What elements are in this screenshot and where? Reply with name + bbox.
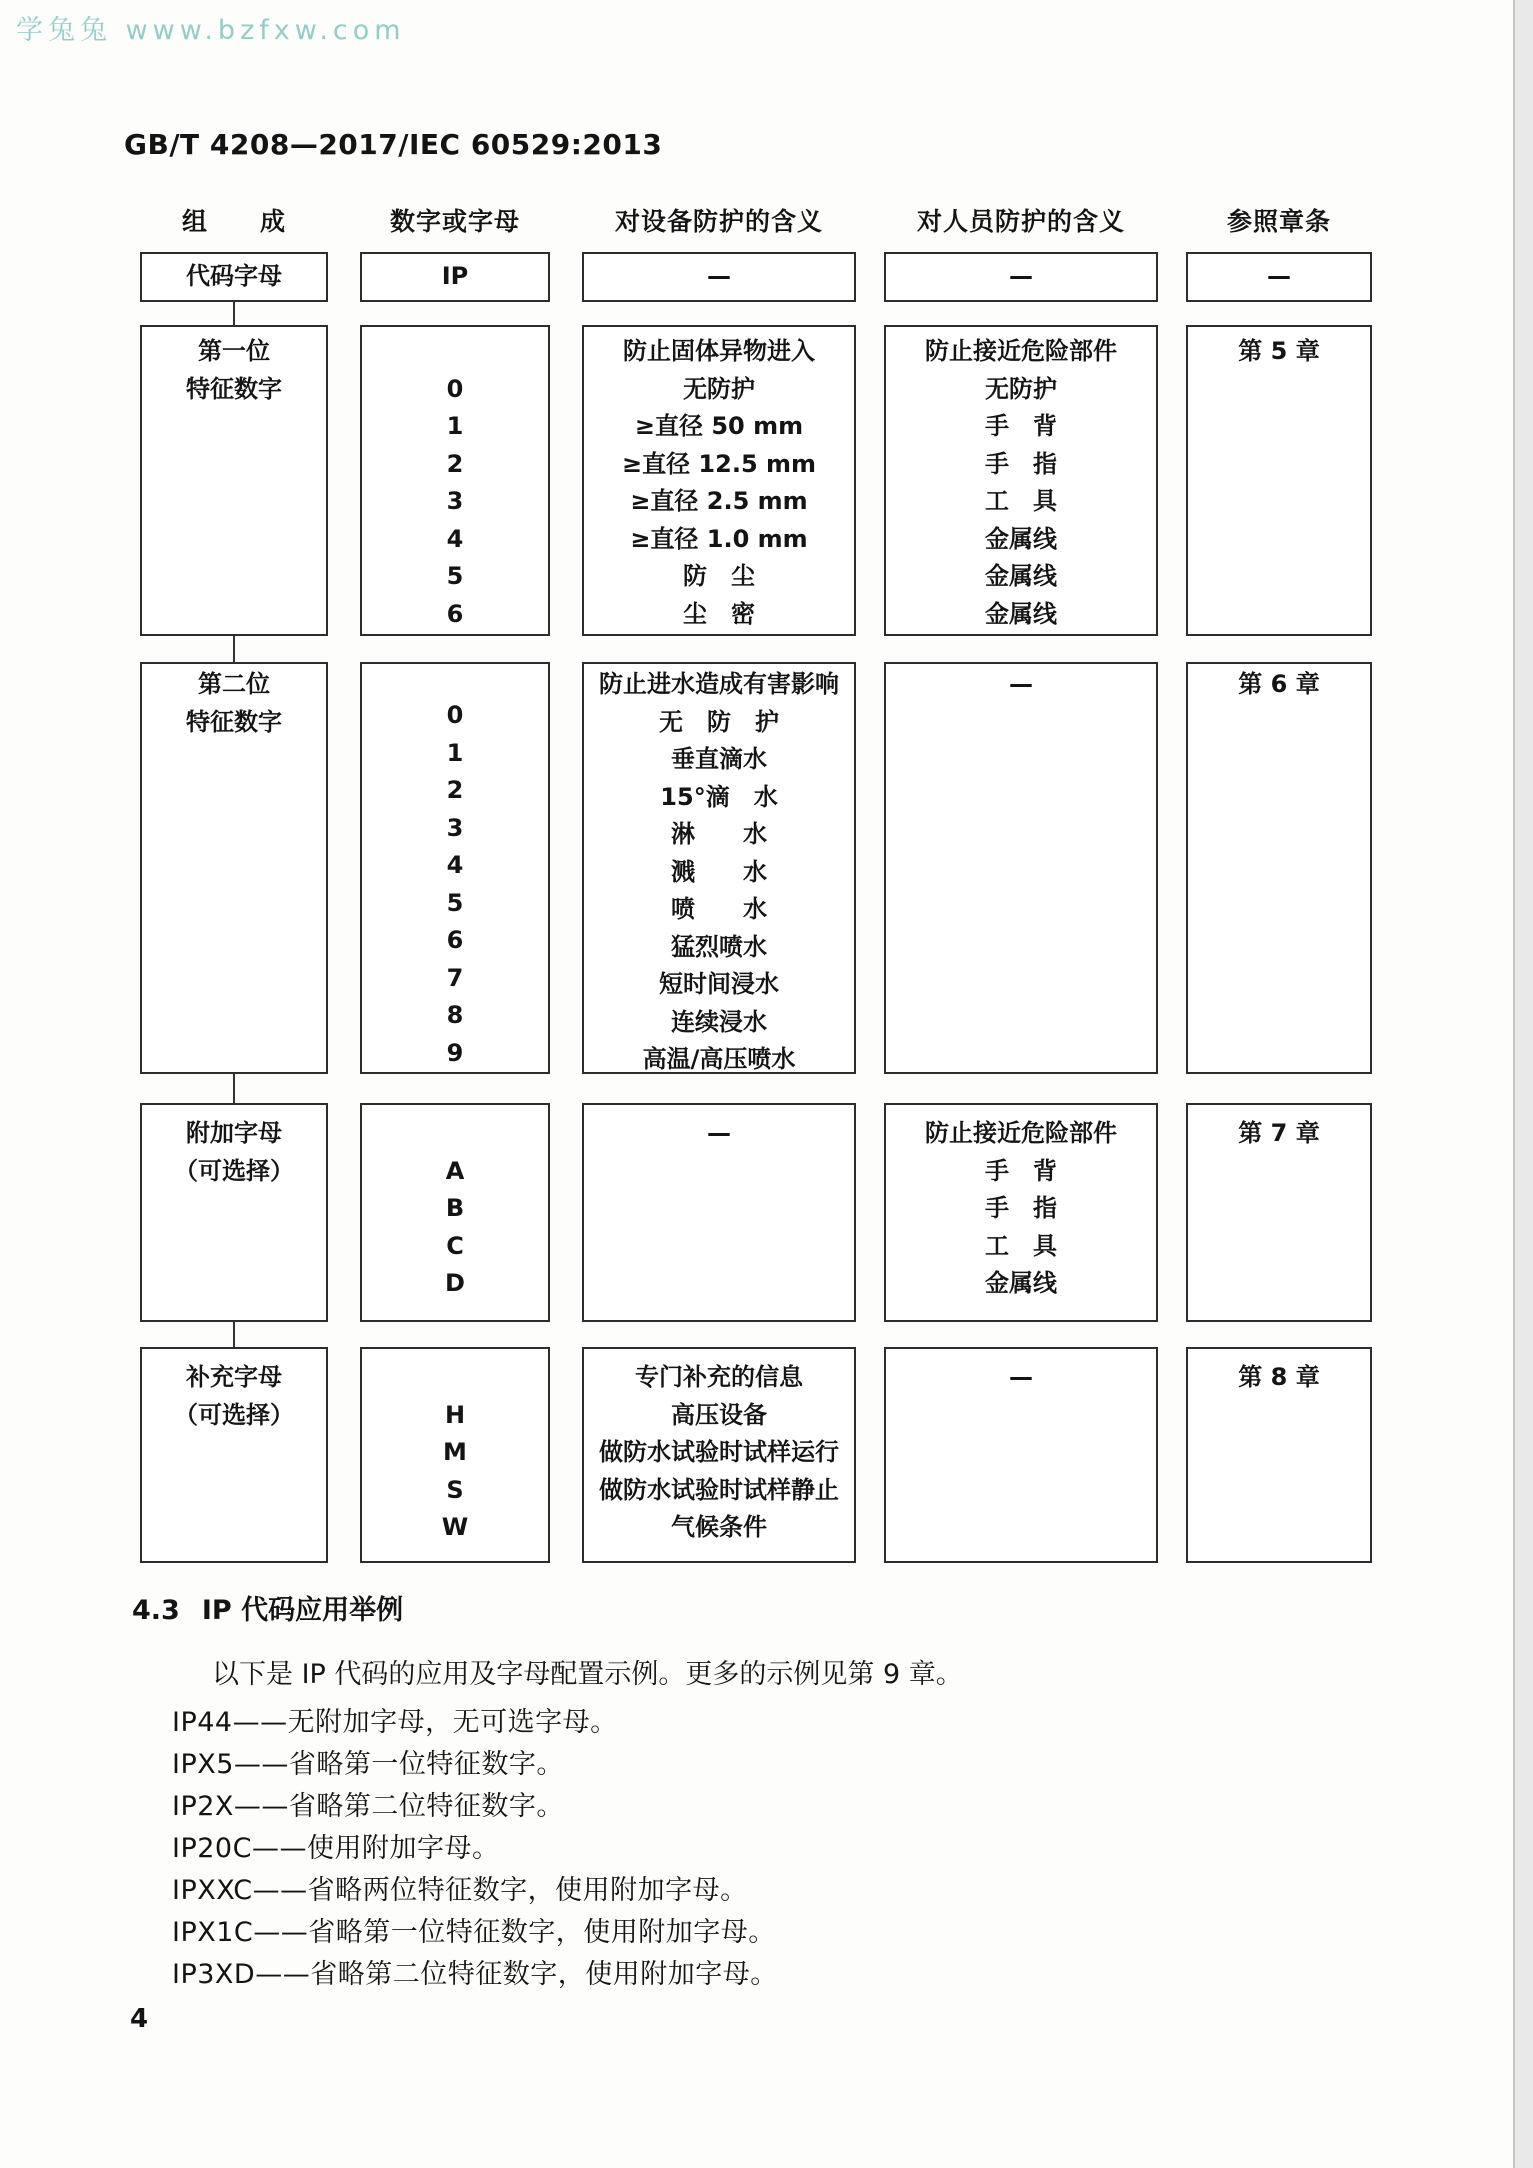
example-line: IP2X——省略第二位特征数字。 [172,1791,564,1822]
cell-line: 手 指 [985,1194,1057,1222]
first-numeral-equipment-box [582,325,856,636]
cell-line: 专门补充的信息 [635,1363,803,1391]
example-line: IP3XD——省略第二位特征数字，使用附加字母。 [172,1959,778,1990]
first-numeral-personnel-box [884,325,1158,636]
cell-line: 2 [446,449,464,478]
supplementary-letter-clause-box [1186,1347,1372,1563]
cell-line: 防止固体异物进入 [623,337,815,365]
cell-line: 金属线 [985,524,1057,553]
cell-line: — [1267,262,1291,291]
cell-line: 做防水试验时试样静止 [599,1475,839,1504]
second-numeral-personnel-box [884,662,1158,1074]
cell-line: H [444,1400,466,1429]
code-letters-composition-box [140,252,328,302]
additional-letter-composition-box [140,1103,328,1322]
cell-line: 0 [446,701,464,729]
cell-line: ≥直径 1.0 mm [630,524,808,553]
code-letters-equipment-box [582,252,856,302]
cell-line: 4 [446,524,464,553]
second-numeral-equipment-box [582,662,856,1074]
column-header-composition: 组 成 [181,207,286,236]
page-number: 4 [130,2004,149,2034]
cell-line: IP [441,262,469,291]
cell-line: M [443,1438,467,1466]
cell-line: — [707,262,731,291]
cell-line: — [1009,670,1033,698]
cell-line: 15°滴 水 [660,782,778,811]
supplementary-letter-personnel-box [884,1347,1158,1563]
connector-line [233,636,235,662]
cell-line: W [441,1513,469,1541]
cell-line: 9 [446,1038,464,1067]
cell-line: 第 8 章 [1238,1363,1320,1391]
cell-line: 防 尘 [683,562,755,590]
supplementary-letter-symbol-box [360,1347,550,1563]
cell-line: 4 [446,851,464,879]
cell-line: C [446,1231,464,1260]
example-line: IPX1C——省略第一位特征数字，使用附加字母。 [172,1917,776,1948]
cell-line: 猛烈喷水 [671,932,767,961]
cell-line: （可选择） [174,1156,294,1185]
cell-line: — [1009,1363,1033,1391]
scan-edge-artifact [1513,0,1533,2168]
cell-line: 8 [446,1001,464,1029]
column-header-symbols: 数字或字母 [389,207,520,236]
first-numeral-composition-box [140,325,328,636]
cell-line: 特征数字 [186,707,282,736]
cell-line: 6 [446,599,464,628]
cell-line: 无防护 [683,374,755,403]
cell-line: A [445,1156,465,1185]
additional-letter-personnel-box [884,1103,1158,1322]
example-line: IP44——无附加字母，无可选字母。 [172,1707,618,1738]
cell-line: S [446,1475,464,1504]
cell-line: 2 [446,776,464,804]
second-numeral-symbol-box [360,662,550,1074]
cell-line: 淋 水 [671,820,767,848]
cell-line: 工 具 [985,1231,1057,1260]
cell-line: — [707,1119,731,1147]
cell-line: 高温/高压喷水 [642,1045,796,1073]
cell-line: 5 [446,562,464,590]
cell-line: 补充字母 [186,1363,282,1391]
cell-line: 防止接近危险部件 [925,337,1117,365]
section-title: IP 代码应用举例 [201,1595,404,1626]
cell-line: 5 [446,888,464,917]
connector-line [233,1322,235,1347]
cell-line: 金属线 [985,1269,1057,1297]
cell-line: （可选择） [174,1400,294,1429]
example-line: IPX5——省略第一位特征数字。 [172,1749,564,1780]
doc-number: GB/T 4208—2017/IEC 60529:2013 [124,128,663,161]
additional-letter-clause-box [1186,1103,1372,1322]
cell-line: 附加字母 [186,1119,282,1147]
cell-line: 第 7 章 [1238,1119,1320,1147]
cell-line: 垂直滴水 [671,745,767,773]
cell-line: — [1009,262,1033,291]
code-letters-symbol-box [360,252,550,302]
cell-line: 防止接近危险部件 [925,1119,1117,1147]
additional-letter-symbol-box [360,1103,550,1322]
cell-line: 1 [446,738,464,767]
example-line: IPXXC——省略两位特征数字，使用附加字母。 [172,1875,748,1906]
cell-line: 金属线 [985,599,1057,628]
example-line: IP20C——使用附加字母。 [172,1833,500,1864]
cell-line: 6 [446,926,464,954]
additional-letter-equipment-box [582,1103,856,1322]
second-numeral-clause-box [1186,662,1372,1074]
first-numeral-clause-box [1186,325,1372,636]
cell-line: 第一位 [198,337,270,365]
watermark: 学兔兔 www.bzfxw.com [16,15,406,46]
section-intro: 以下是 IP 代码的应用及字母配置示例。更多的示例见第 9 章。 [212,1659,963,1690]
cell-line: 工 具 [985,487,1057,515]
cell-line: D [445,1269,465,1297]
column-header-clause: 参照章条 [1226,207,1331,236]
cell-line: 无防护 [985,374,1057,403]
cell-line: 3 [446,813,464,842]
cell-line: 无 防 护 [659,707,779,736]
supplementary-letter-equipment-box [582,1347,856,1563]
cell-line: 特征数字 [186,374,282,403]
code-letters-personnel-box [884,252,1158,302]
cell-line: B [445,1194,465,1222]
cell-line: 连续浸水 [671,1007,767,1036]
cell-line: 高压设备 [671,1400,767,1429]
second-numeral-composition-box [140,662,328,1074]
cell-line: 喷 水 [671,895,767,923]
section-heading [132,1588,403,1627]
cell-line: 1 [446,412,464,440]
cell-line: ≥直径 2.5 mm [630,487,808,515]
cell-line: 代码字母 [186,262,282,291]
connector-line [233,302,235,325]
cell-line: 手 指 [985,449,1057,478]
column-header-equipment: 对设备防护的含义 [614,207,823,236]
code-letters-clause-box [1186,252,1372,302]
cell-line: 7 [446,963,464,992]
first-numeral-symbol-box [360,325,550,636]
cell-line: 第二位 [198,670,270,698]
cell-line: 金属线 [985,562,1057,590]
cell-line: 尘 密 [683,599,755,628]
cell-line: 第 5 章 [1238,337,1320,365]
cell-line: ≥直径 12.5 mm [621,449,817,478]
cell-line: 溅 水 [671,857,767,886]
cell-line: 0 [446,374,464,403]
section-number: 4.3 [132,1595,180,1626]
supplementary-letter-composition-box [140,1347,328,1563]
cell-line: 第 6 章 [1238,670,1320,698]
cell-line: 短时间浸水 [659,970,779,998]
cell-line: 气候条件 [671,1513,767,1541]
column-header-personnel: 对人员防护的含义 [916,207,1125,236]
cell-line: 3 [446,487,464,515]
cell-line: 做防水试验时试样运行 [599,1438,839,1466]
cell-line: 手 背 [985,1156,1057,1185]
cell-line: 手 背 [985,412,1057,440]
cell-line: ≥直径 50 mm [634,412,804,440]
connector-line [233,1074,235,1103]
cell-line: 防止进水造成有害影响 [599,670,839,698]
